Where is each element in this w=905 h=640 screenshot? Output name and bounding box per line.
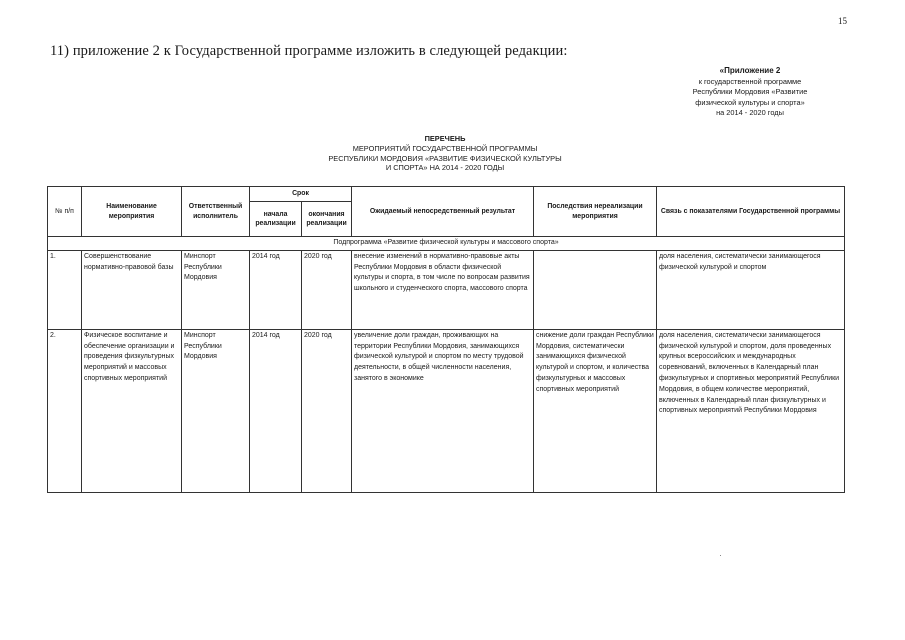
table-row	[48, 329, 845, 492]
cell-end: 2020 год	[302, 329, 352, 492]
table-row	[48, 250, 845, 329]
appendix-line: на 2014 - 2020 годы	[716, 108, 784, 118]
header-result: Ожидаемый непосредственный результат	[352, 187, 534, 237]
header-consequences: Последствия нереализации мероприятия	[534, 187, 657, 237]
cell-name: Совершенствование нормативно-правовой базы	[82, 250, 182, 329]
title-line: РЕСПУБЛИКИ МОРДОВИЯ «РАЗВИТИЕ ФИЗИЧЕСКОЙ КУЛЬТУРЫ	[328, 153, 562, 163]
header-name: Наименование мероприятия	[82, 187, 182, 237]
header-executor: Ответственный исполнитель	[182, 187, 250, 237]
subprogram-row: Подпрограмма «Развитие физической культуры и массового спорта»	[48, 237, 845, 251]
cell-num: 2.	[48, 329, 82, 492]
cell-result: внесение изменений в нормативно-правовые акты Республики Мордовия в области физической культуры и спорта, в том числе по вопросам развития школьного и студенческого спорта, массового спорта	[352, 250, 534, 329]
header-start: начала реализации	[250, 202, 302, 237]
cell-consequences: снижение доли граждан Республики Мордовия, систематически занимающихся физической культурой и спортом, и количества физкультурных и массовых спортивных мероприятий	[534, 329, 657, 492]
appendix-title: «Приложение 2	[719, 66, 781, 75]
appendix-note	[655, 66, 845, 119]
title-line: МЕРОПРИЯТИЙ ГОСУДАРСТВЕННОЙ ПРОГРАММЫ	[352, 143, 538, 153]
cell-start: 2014 год	[250, 329, 302, 492]
appendix-line: Республики Мордовия «Развитие	[692, 87, 808, 97]
appendix-line: физической культуры и спорта»	[695, 97, 805, 107]
cell-result: увеличение доли граждан, проживающих на территории Республики Мордовия, занимающихся физической культурой и спортом по месту трудовой деятельности, в общей численности населения, занятого в экономике	[352, 329, 534, 492]
cell-link: доля населения, систематически занимающегося физической культурой и спортом	[657, 250, 845, 329]
cell-num: 1.	[48, 250, 82, 329]
page-number: 15	[838, 16, 847, 26]
cell-name: Физическое воспитание и обеспечение организации и проведения физкультурных мероприятий и массовых спортивных мероприятий	[82, 329, 182, 492]
header-end: окончания реализации	[302, 202, 352, 237]
cell-executor: Минспорт Республики Мордовия	[182, 329, 250, 492]
title-line: И СПОРТА» НА 2014 - 2020 ГОДЫ	[385, 163, 505, 173]
appendix-line: к государственной программе	[698, 76, 802, 86]
cell-end: 2020 год	[302, 250, 352, 329]
measures-table	[47, 186, 845, 493]
cell-link: доля населения, систематически занимающегося физической культурой и спортом, доля проведенных крупных всероссийских и международных соревнований, включенных в Календарный план физкультурных и спортивных мероприятий Республики Мордовия, в общем количестве мероприятий, включенных в Календарный план физкультурных и спортивных мероприятий Республики Мордовия	[657, 329, 845, 492]
scan-speck	[720, 555, 721, 556]
header-num: № п/п	[48, 187, 82, 237]
title-line: ПЕРЕЧЕНЬ	[424, 134, 466, 143]
header-term: Срок	[250, 187, 352, 202]
cell-consequences	[534, 250, 657, 329]
cell-executor: Минспорт Республики Мордовия	[182, 250, 250, 329]
cell-start: 2014 год	[250, 250, 302, 329]
header-link: Связь с показателями Государственной программы	[657, 187, 845, 237]
intro-text: 11) приложение 2 к Государственной программе изложить в следующей редакции:	[50, 43, 568, 59]
document-title	[300, 134, 590, 173]
